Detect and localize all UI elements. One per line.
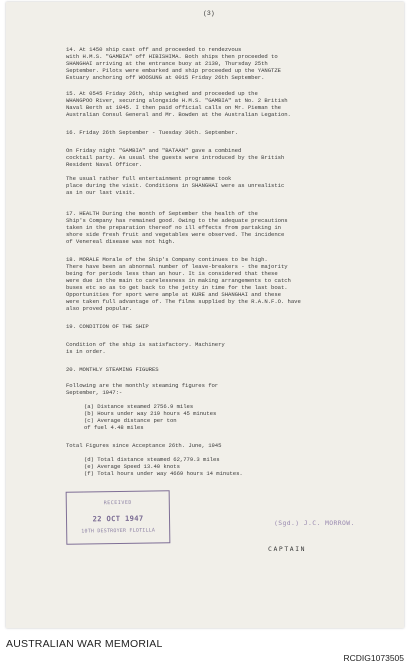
text-line: 14. At 1450 ship cast off and proceeded to rendezvous	[66, 46, 242, 53]
text-line: 18. MORALE Morale of the Ship's Company continues to be high.	[66, 256, 268, 263]
text-line: Ship's Company has remained good. Owing to the adequate precautions	[66, 217, 288, 224]
text-line: September, 1947:-	[66, 389, 123, 396]
text-line: (c) Average distance per ton	[84, 417, 177, 424]
text-line: SHANGHAI arriving at the entrance buoy at 2130, Thursday 25th	[66, 60, 268, 67]
received-stamp	[66, 490, 171, 544]
text-line: On Friday night "GAMBIA" and "BATAAN" gave a combined	[66, 147, 242, 154]
signature: (Sgd.) J.C. MORROW.	[274, 519, 355, 527]
text-line: 16. Friday 26th September - Tuesday 30th. September.	[66, 129, 238, 136]
text-line: WHANGPOO River, securing alongside H.M.S. "GAMBIA" at No. 2 British	[66, 97, 288, 104]
reference-id: RCDIG1073505	[343, 653, 404, 663]
document-page	[6, 2, 404, 628]
text-line: There have been an abnormal number of leave-breakers - the majority	[66, 263, 288, 270]
text-line: (a) Distance steamed 2756.9 miles	[84, 403, 194, 410]
text-line: Resident Naval Officer.	[66, 161, 143, 168]
text-line: cocktail party. As usual the guests were introduced by the British	[66, 154, 285, 161]
text-line: Estuary anchoring off WOOSUNG at 0015 Friday 26th September.	[66, 74, 265, 81]
text-line: (f) Total hours under way 4669 hours 14 minutes.	[84, 470, 243, 477]
text-line: is in order.	[66, 348, 106, 355]
text-line: Opportunities for sport were ample at KURE and SHANGHAI and these	[66, 291, 281, 298]
text-line: Australian Consul General and Mr. Bowden at the Australian Legation.	[66, 111, 291, 118]
text-line: being for periods less than an hour. It is considered that these	[66, 270, 278, 277]
text-line: (e) Average Speed 13.40 knots	[84, 463, 180, 470]
text-line: place during the visit. Conditions in SHANGHAI were as unrealistic	[66, 182, 285, 189]
text-line: with H.M.S. "GAMBIA" off HIBISHIMA. Both ships then proceeded to	[66, 53, 278, 60]
text-line: 19. CONDITION OF THE SHIP	[66, 323, 149, 330]
text-line: Total Figures since Acceptance 26th. June, 1945	[66, 442, 222, 449]
text-line: buses etc so as to get back to the jetty in time for the last boat.	[66, 284, 288, 291]
text-line: were due in the main to carelessness in making arrangements to catch	[66, 277, 291, 284]
signature-title: CAPTAIN	[268, 545, 307, 553]
stamp-line-1: RECEIVED	[103, 499, 132, 507]
text-line: 20. MONTHLY STEAMING FIGURES	[66, 366, 159, 373]
text-line: also proved popular.	[66, 305, 133, 312]
text-line: of Venereal disease was not high.	[66, 238, 176, 245]
text-line: taken in the preparation thereof no ill effects from partaking in	[66, 224, 281, 231]
page-number: (3)	[203, 10, 215, 17]
text-line: of fuel 4.48 miles	[84, 424, 144, 431]
text-line: The usual rather full entertainment programme took	[66, 175, 232, 182]
text-line: were taken full advantage of. The films supplied by the R.A.N.F.O. have	[66, 298, 301, 305]
text-line: (b) Hours under way 219 hours 45 minutes	[84, 410, 217, 417]
stamp-date: 22 OCT 1947	[92, 513, 144, 524]
source-caption: AUSTRALIAN WAR MEMORIAL	[6, 638, 163, 650]
text-line: 15. At 0545 Friday 26th, ship weighed and proceeded up the	[66, 90, 258, 97]
text-line: as in our last visit.	[66, 189, 136, 196]
text-line: shore side fresh fruit and vegetables were observed. The incidence	[66, 231, 285, 238]
stamp-line-3: 10TH DESTROYER FLOTILLA	[81, 527, 156, 535]
text-line: Naval Berth at 1045. I then paid official calls on Mr. Pieman the	[66, 104, 281, 111]
text-line: 17. HEALTH During the month of September the health of the	[66, 210, 258, 217]
text-line: (d) Total distance steamed 62,779.3 miles	[84, 456, 220, 463]
text-line: Following are the monthly steaming figures for	[66, 382, 219, 389]
text-line: Condition of the ship is satisfactory. Machinery	[66, 341, 225, 348]
text-line: September. Pilots were embarked and ship proceeded up the YANGTZE	[66, 67, 281, 74]
